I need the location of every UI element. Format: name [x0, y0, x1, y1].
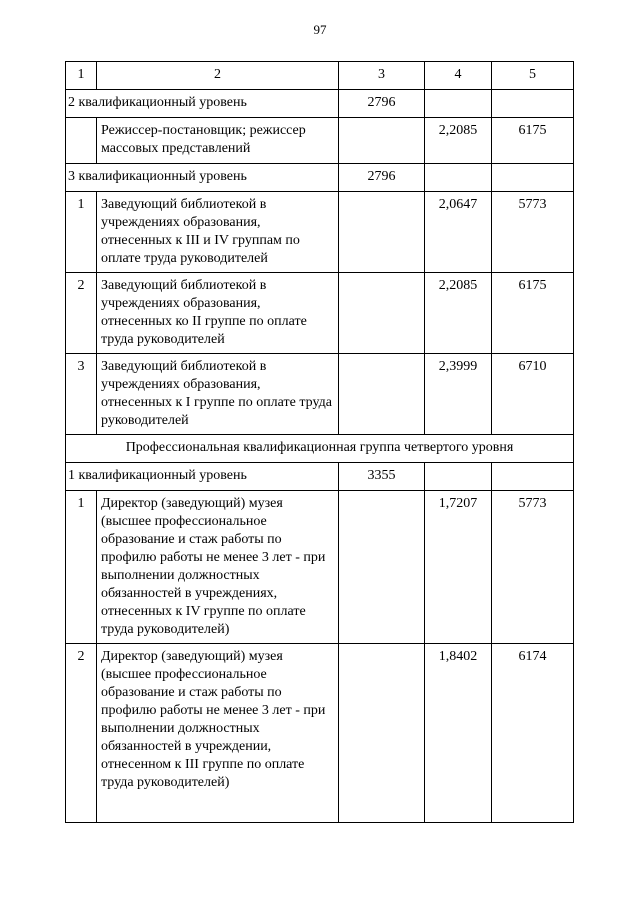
row-number: 2	[66, 644, 97, 823]
table-header-row	[66, 62, 574, 90]
header-cell-2: 2	[97, 62, 339, 90]
empty-cell	[492, 463, 574, 491]
coefficient: 2,3999	[425, 354, 492, 435]
header-cell-3: 3	[339, 62, 425, 90]
level-row	[66, 463, 574, 491]
group-row	[66, 435, 574, 463]
level-label: 3 квалификационный уровень	[66, 164, 339, 192]
amount: 5773	[492, 491, 574, 644]
amount: 6175	[492, 118, 574, 164]
position-name: Заведующий библиотекой в учреждениях образования, отнесенных ко II группе по оплате труда руководителей	[97, 273, 339, 354]
level-row	[66, 164, 574, 192]
empty-cell	[492, 90, 574, 118]
table-row	[66, 354, 574, 435]
empty-cell	[425, 90, 492, 118]
empty-cell	[339, 491, 425, 644]
empty-cell	[425, 463, 492, 491]
table-row	[66, 644, 574, 823]
table-row	[66, 118, 574, 164]
position-name: Директор (заведующий) музея (высшее профессиональное образование и стаж работы по профилю работы не менее 3 лет - при выполнении должностных обязанностей в учреждениях, отнесенных к IV группе по оплате труда руководителей)	[97, 491, 339, 644]
coefficient: 1,8402	[425, 644, 492, 823]
empty-cell	[339, 273, 425, 354]
coefficient: 2,2085	[425, 118, 492, 164]
table-row	[66, 273, 574, 354]
level-salary: 2796	[339, 164, 425, 192]
position-name: Режиссер-постановщик; режиссер массовых представлений	[97, 118, 339, 164]
position-name: Заведующий библиотекой в учреждениях образования, отнесенных к III и IV группам по оплате труда руководителей	[97, 192, 339, 273]
row-number: 1	[66, 491, 97, 644]
empty-cell	[425, 164, 492, 192]
coefficient: 2,0647	[425, 192, 492, 273]
row-number: 2	[66, 273, 97, 354]
coefficient: 1,7207	[425, 491, 492, 644]
empty-cell	[339, 354, 425, 435]
level-row	[66, 90, 574, 118]
empty-cell	[339, 118, 425, 164]
row-number: 1	[66, 192, 97, 273]
amount: 6710	[492, 354, 574, 435]
amount: 6175	[492, 273, 574, 354]
salary-table	[65, 61, 574, 823]
header-cell-1: 1	[66, 62, 97, 90]
row-number	[66, 118, 97, 164]
amount: 6174	[492, 644, 574, 823]
position-name: Директор (заведующий) музея (высшее профессиональное образование и стаж работы по профилю работы не менее 3 лет - при выполнении должностных обязанностей в учреждении, отнесенном к III группе по оплате труда руководителей)	[97, 644, 339, 823]
header-cell-4: 4	[425, 62, 492, 90]
amount: 5773	[492, 192, 574, 273]
page-number: 97	[313, 22, 327, 37]
table-row	[66, 192, 574, 273]
header-cell-5: 5	[492, 62, 574, 90]
position-name: Заведующий библиотекой в учреждениях образования, отнесенных к I группе по оплате труда руководителей	[97, 354, 339, 435]
table-row	[66, 491, 574, 644]
coefficient: 2,2085	[425, 273, 492, 354]
level-salary: 2796	[339, 90, 425, 118]
level-label: 2 квалификационный уровень	[66, 90, 339, 118]
level-label: 1 квалификационный уровень	[66, 463, 339, 491]
empty-cell	[492, 164, 574, 192]
row-number: 3	[66, 354, 97, 435]
level-salary: 3355	[339, 463, 425, 491]
empty-cell	[339, 192, 425, 273]
group-heading: Профессиональная квалификационная группа четвертого уровня	[66, 435, 574, 463]
empty-cell	[339, 644, 425, 823]
